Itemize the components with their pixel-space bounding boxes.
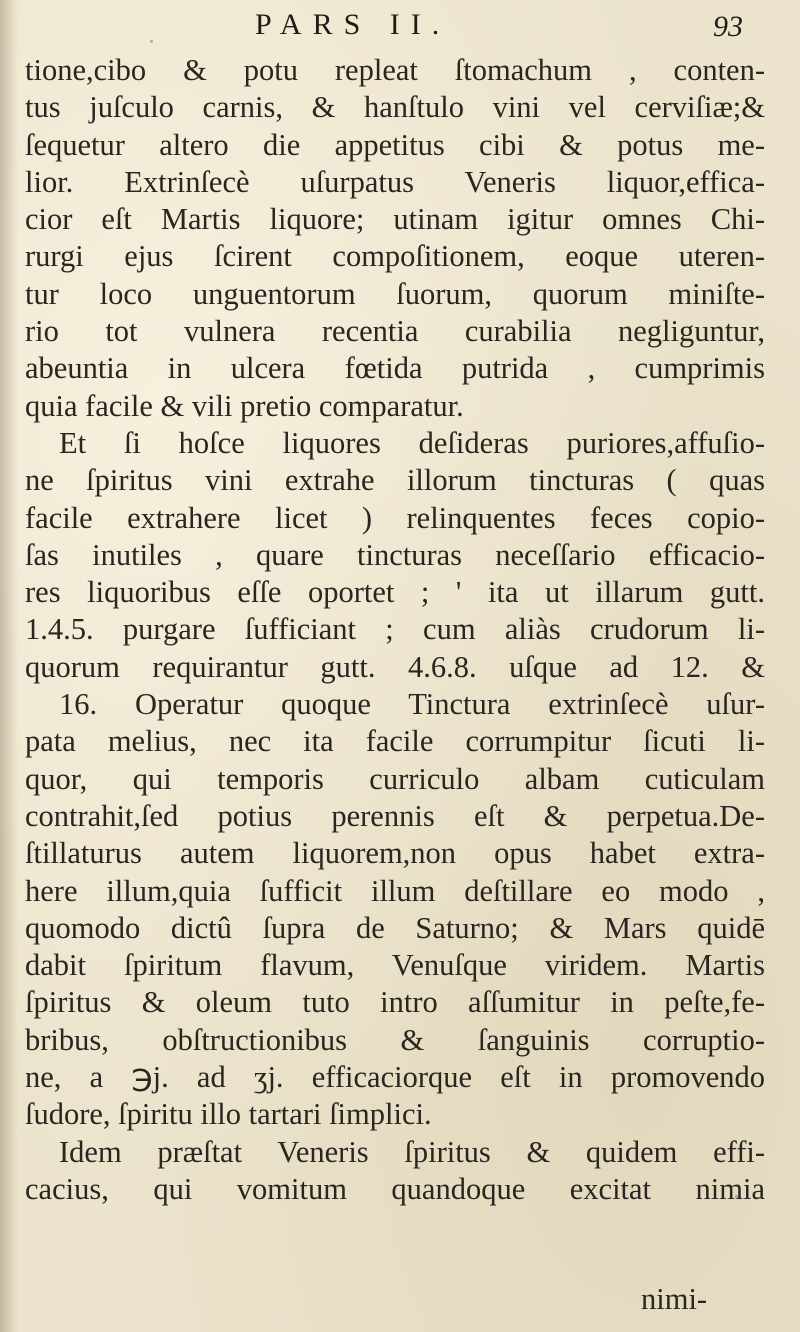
text-line: ſequetur altero die appetitus cibi & potus me- xyxy=(25,127,765,162)
text-line: ne ſpiritus vini extrahe illorum tincturas ( quas xyxy=(25,463,765,498)
text-line: ſudore, ſpiritu illo tartari ſimplici. xyxy=(25,1097,432,1132)
page-header xyxy=(0,6,800,46)
text-line: 1.4.5. purgare ſufficiant ; cum aliàs crudorum li- xyxy=(25,612,765,647)
running-head: PARS II. xyxy=(255,8,451,41)
text-line: tione,cibo & potu repleat ſtomachum , conten- xyxy=(25,53,765,87)
text-line: quor, qui temporis curriculo albam cuticulam xyxy=(25,761,765,796)
catchword: nimi- xyxy=(641,1282,708,1316)
text-line: pata melius, nec ita facile corrumpitur ſicuti li- xyxy=(25,724,765,759)
paragraph-start-line: Idem præſtat Veneris ſpiritus & quidem effi- xyxy=(59,1134,765,1169)
text-line: contrahit,ſed potius perennis eſt & perpetua.De- xyxy=(25,798,765,833)
text-line: bribus, obſtructionibus & ſanguinis corruptio- xyxy=(25,1022,765,1057)
page-number: 93 xyxy=(713,10,743,43)
text-line: cior eſt Martis liquore; utinam igitur omnes Chi- xyxy=(25,202,765,237)
paragraph-start-line: Et ſi hoſce liquores deſideras puriores,affuſio- xyxy=(59,425,765,460)
text-line: abeuntia in ulcera fœtida putrida , cumprimis xyxy=(25,351,765,386)
text-line: 16. Operatur quoque Tinctura extrinſecè uſur- xyxy=(59,687,765,722)
text-line: cacius, qui vomitum quandoque excitat nimia xyxy=(25,1171,765,1206)
text-line: tus juſculo carnis, & hanſtulo vini vel cerviſiæ;& xyxy=(25,90,765,125)
text-line: ſtillaturus autem liquorem,non opus habet extra- xyxy=(25,836,765,871)
text-line: res liquoribus eſſe oportet ; ' ita ut illarum gutt. xyxy=(25,575,765,610)
text-line: facile extrahere licet ) relinquentes feces copio- xyxy=(25,500,765,535)
body-text xyxy=(25,52,765,1208)
text-line: quorum requirantur gutt. 4.6.8. uſque ad 12. & xyxy=(25,649,765,684)
text-line: here illum,quia ſufficit illum deſtillare eo modo , xyxy=(25,873,765,908)
text-line: rurgi ejus ſcirent compoſitionem, eoque uteren- xyxy=(25,239,765,274)
text-line: rio tot vulnera recentia curabilia negliguntur, xyxy=(25,314,765,349)
text-line: ſas inutiles , quare tincturas neceſſario efficacio- xyxy=(25,537,765,572)
text-line: tur loco unguentorum ſuorum, quorum miniſte- xyxy=(25,276,765,311)
text-line: lior. Extrinſecè uſurpatus Veneris liquor,effica- xyxy=(25,164,765,199)
text-line: ne, a ℈j. ad ʒj. efficaciorque eſt in promovendo xyxy=(25,1060,765,1095)
text-line: dabit ſpiritum flavum, Venuſque viridem. Martis xyxy=(25,948,765,983)
text-line: ſpiritus & oleum tuto intro aſſumitur in peſte,fe- xyxy=(25,985,765,1020)
text-line: quia facile & vili pretio comparatur. xyxy=(25,388,464,423)
text-line: quomodo dictû ſupra de Saturno; & Mars quidē xyxy=(25,910,765,945)
